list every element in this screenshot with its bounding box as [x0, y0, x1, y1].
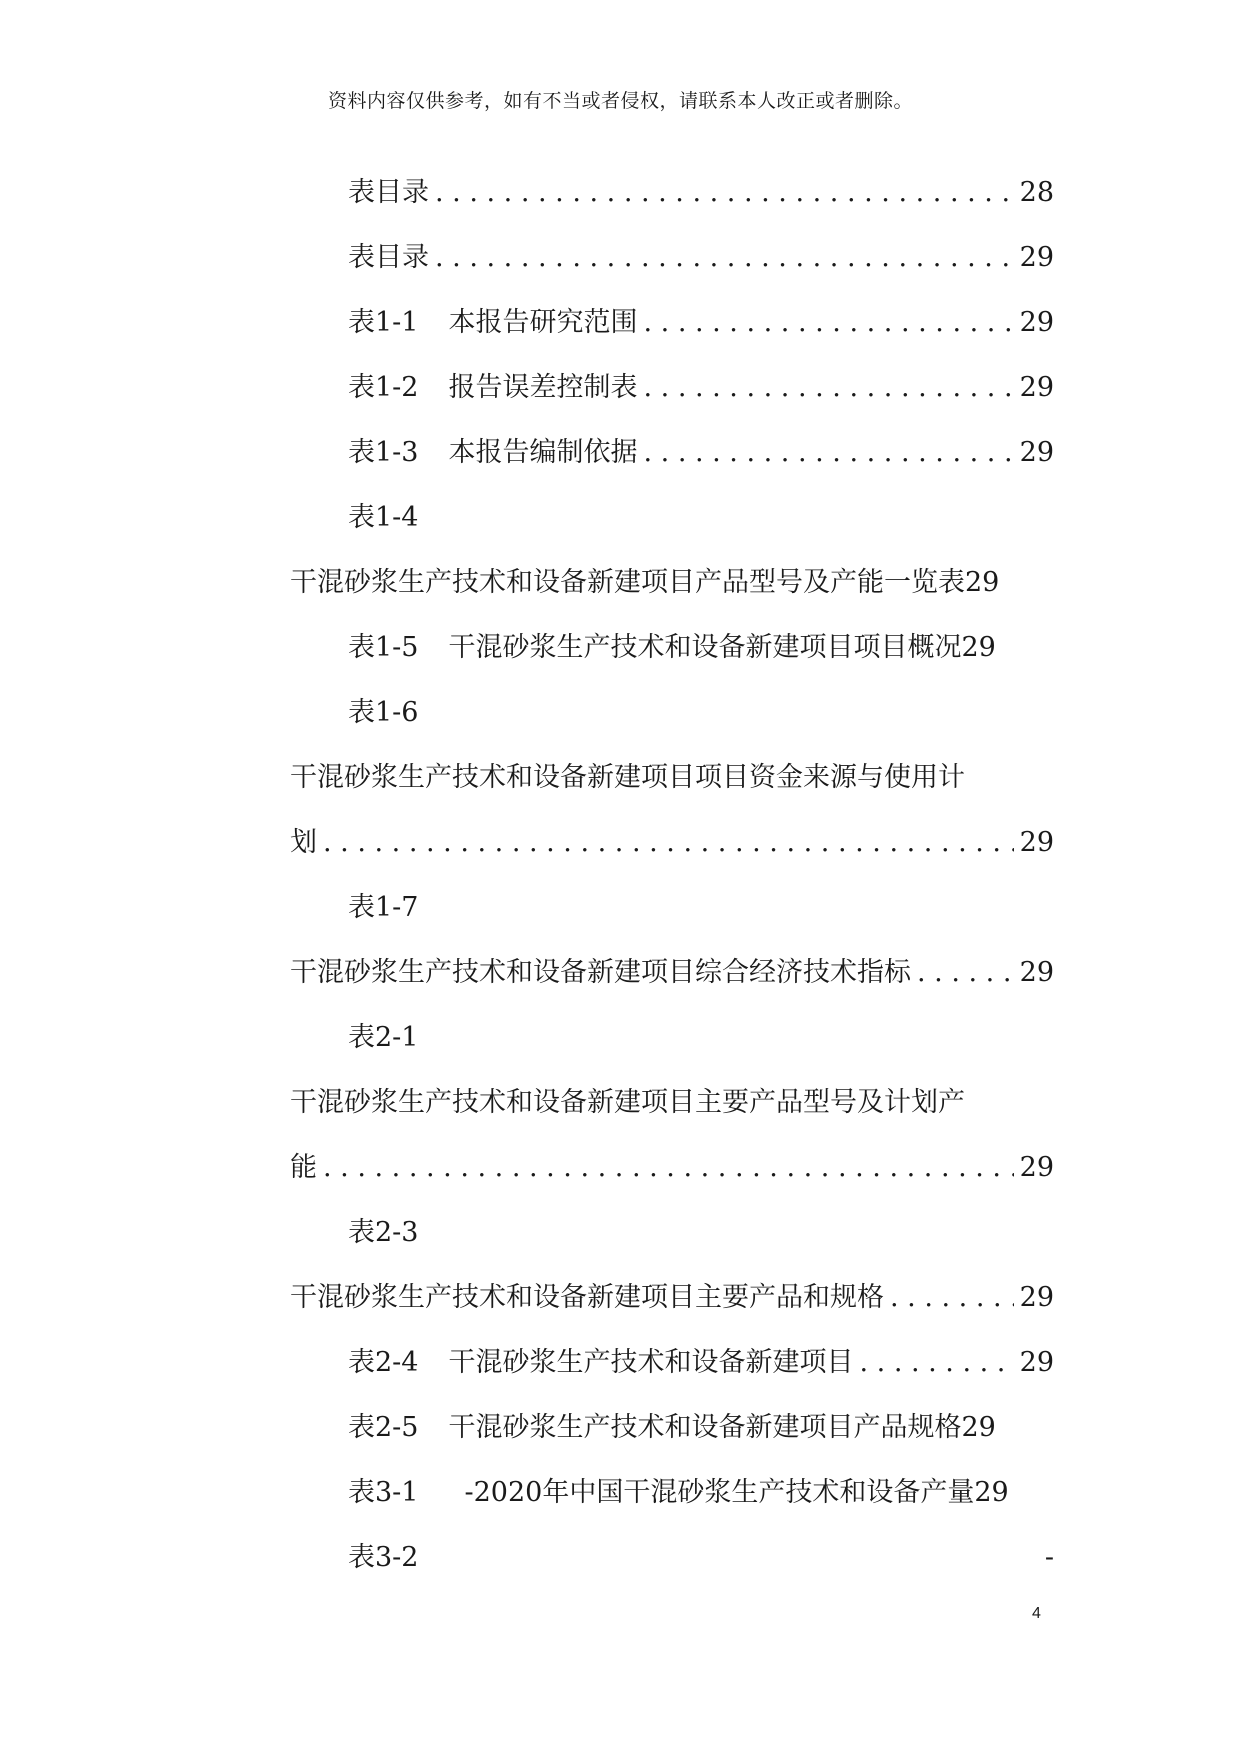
toc-entry-label — [348, 355, 637, 420]
toc-entry-number: 表1-7 — [348, 892, 419, 923]
toc-entry-number: 表3-1 — [348, 1477, 419, 1508]
toc-entry-trailing-dash: - — [1044, 1542, 1054, 1573]
dot-leader — [859, 1330, 1013, 1395]
toc-entry-label: 表目录 — [348, 177, 429, 208]
toc-entry[interactable] — [290, 680, 1054, 745]
disclaimer-note: 资料内容仅供参考，如有不当或者侵权，请联系本人改正或者删除。 — [327, 90, 913, 112]
toc-entry-title: 干混砂浆生产技术和设备新建项目项目资金来源与使用计 — [290, 762, 965, 793]
toc-entry-number: 表1-3 — [348, 437, 419, 468]
toc-entry-label — [348, 1330, 853, 1395]
dot-leader — [643, 355, 1013, 420]
toc-entry-title: -2020年中国干混砂浆生产技术和设备产量29 — [464, 1477, 1009, 1508]
toc-entry-label — [348, 290, 637, 355]
toc-entry-page: 29 — [1019, 957, 1054, 988]
toc-entry-number: 表1-2 — [348, 372, 419, 403]
toc-entry[interactable] — [290, 1200, 1054, 1265]
toc-entry-title: 干混砂浆生产技术和设备新建项目主要产品和规格 — [290, 1282, 884, 1313]
toc-entry[interactable] — [290, 420, 1054, 485]
page-number: 4 — [1032, 1605, 1041, 1622]
toc-entry-title: 本报告研究范围 — [448, 307, 638, 338]
toc-entry-title: 划 — [290, 827, 317, 858]
toc-entry[interactable] — [290, 1005, 1054, 1070]
toc-entry[interactable] — [290, 1330, 1054, 1395]
toc-entry-continuation[interactable] — [290, 1135, 1054, 1200]
toc-entry-number: 表1-1 — [348, 307, 419, 338]
toc-entry-page: 29 — [1019, 1347, 1054, 1378]
toc-entry[interactable] — [290, 160, 1054, 225]
toc-entry[interactable] — [290, 355, 1054, 420]
dot-leader — [917, 940, 1014, 1005]
toc-entry[interactable] — [290, 1525, 1054, 1590]
toc-entry-page: 29 — [1019, 827, 1054, 858]
toc-entry-continuation[interactable] — [290, 1265, 1054, 1330]
dot-leader — [435, 160, 1014, 225]
toc-entry-number: 表1-4 — [348, 502, 419, 533]
dot-leader — [643, 420, 1013, 485]
toc-entry-number: 表2-3 — [348, 1217, 419, 1248]
toc-entry[interactable] — [290, 1460, 1054, 1525]
toc-entry-page: 29 — [1019, 1152, 1054, 1183]
table-of-contents — [290, 160, 1054, 1590]
toc-entry-continuation[interactable] — [290, 550, 1054, 615]
dot-leader — [323, 810, 1014, 875]
toc-entry-number: 表2-5 — [348, 1412, 419, 1443]
dot-leader — [435, 225, 1014, 290]
toc-entry-title: 报告误差控制表 — [448, 372, 638, 403]
toc-entry-title: 干混砂浆生产技术和设备新建项目综合经济技术指标 — [290, 957, 911, 988]
toc-entry-title: 干混砂浆生产技术和设备新建项目项目概况29 — [448, 632, 996, 663]
toc-entry-title: 干混砂浆生产技术和设备新建项目产品型号及产能一览表29 — [290, 567, 1000, 598]
toc-entry-page: 29 — [1019, 242, 1054, 273]
toc-entry-page: 29 — [1019, 1282, 1054, 1313]
toc-entry-number: 表1-6 — [348, 697, 419, 728]
toc-entry-title: 本报告编制依据 — [448, 437, 638, 468]
toc-entry-page: 29 — [1019, 307, 1054, 338]
toc-entry-title: 干混砂浆生产技术和设备新建项目主要产品型号及计划产 — [290, 1087, 965, 1118]
dot-leader — [890, 1265, 1014, 1330]
toc-entry-number: 表2-1 — [348, 1022, 419, 1053]
dot-leader — [323, 1135, 1014, 1200]
toc-entry-number: 表3-2 — [348, 1542, 419, 1573]
toc-entry-continuation[interactable] — [290, 745, 1054, 810]
toc-entry-title: 能 — [290, 1152, 317, 1183]
toc-entry-page: 28 — [1019, 177, 1054, 208]
toc-entry[interactable] — [290, 485, 1054, 550]
toc-entry-label: 表目录 — [348, 242, 429, 273]
toc-entry[interactable] — [290, 290, 1054, 355]
toc-entry-number: 表1-5 — [348, 632, 419, 663]
toc-entry-title: 干混砂浆生产技术和设备新建项目 — [448, 1347, 854, 1378]
toc-entry-title: 干混砂浆生产技术和设备新建项目产品规格29 — [448, 1412, 996, 1443]
toc-entry-label — [348, 420, 637, 485]
toc-entry-continuation[interactable] — [290, 810, 1054, 875]
toc-entry-number: 表2-4 — [348, 1347, 419, 1378]
toc-entry-continuation[interactable] — [290, 940, 1054, 1005]
toc-entry[interactable] — [290, 615, 1054, 680]
dot-leader — [643, 290, 1013, 355]
toc-entry[interactable] — [290, 875, 1054, 940]
toc-entry[interactable] — [290, 225, 1054, 290]
toc-entry-page: 29 — [1019, 372, 1054, 403]
toc-entry-page: 29 — [1019, 437, 1054, 468]
toc-entry-continuation[interactable] — [290, 1070, 1054, 1135]
toc-entry[interactable] — [290, 1395, 1054, 1460]
